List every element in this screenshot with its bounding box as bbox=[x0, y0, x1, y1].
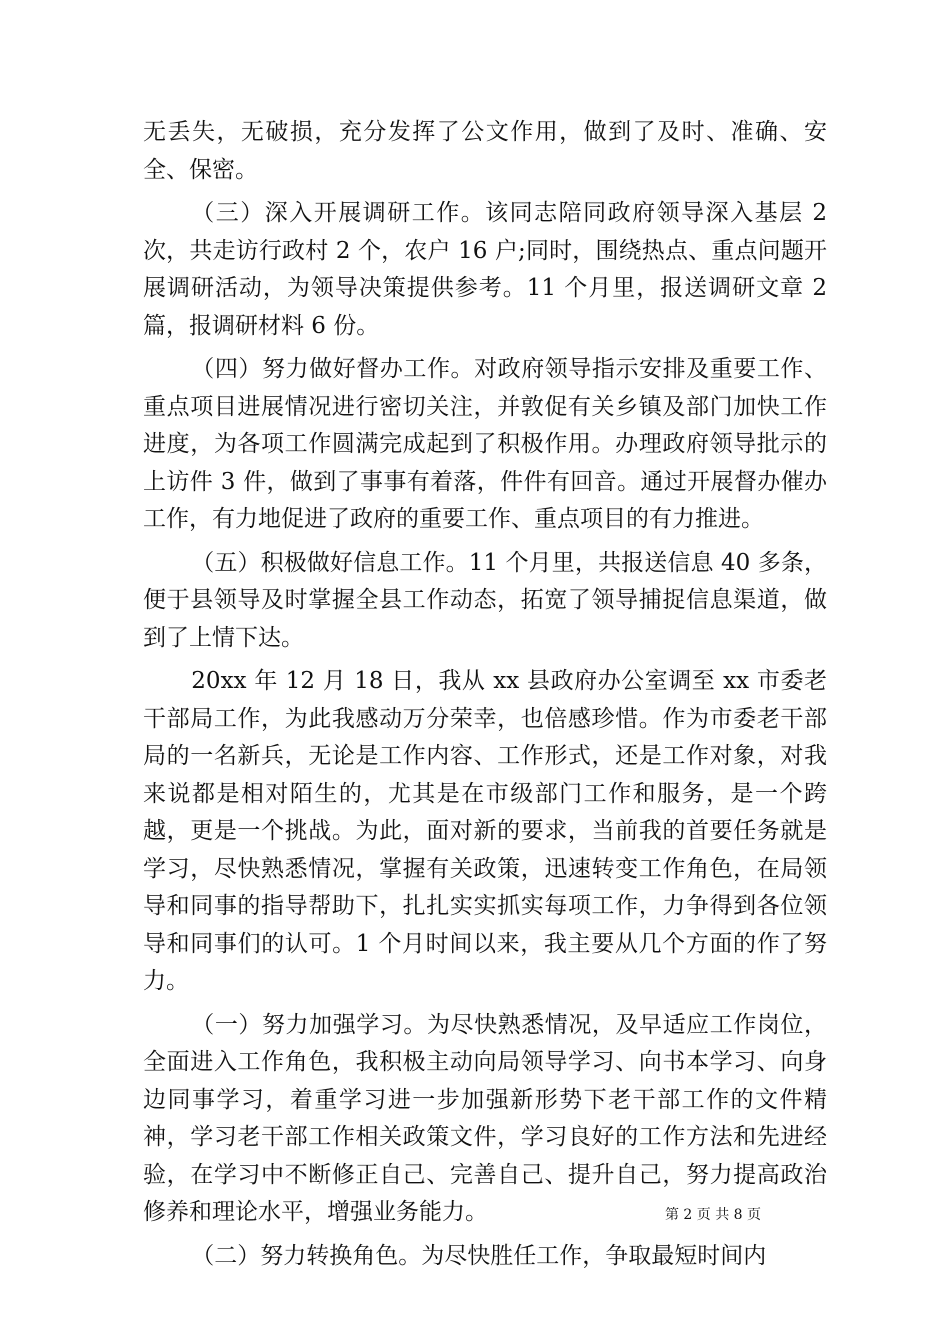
document-body bbox=[143, 114, 835, 1281]
page-footer bbox=[0, 1204, 950, 1224]
paragraph-continuation: 无丢失，无破损，充分发挥了公文作用，做到了及时、准确、安全、保密。 bbox=[143, 119, 827, 183]
paragraph-supervision-work: （四）努力做好督办工作。对政府领导指示安排及重要工作、重点项目进展情况进行密切关注，并敦促有关乡镇及部门加快工作进度，为各项工作圆满完成起到了积极作用。办理政府领导批示的上访件 3 件，做到了事事有着落，件件有回音。通过开展督办催办工作，有力地促进了政府的重要工作、重点项目的有力推进。 bbox=[143, 356, 827, 532]
paragraph-transfer: 20xx 年 12 月 18 日，我从 xx 县政府办公室调至 xx 市委老干部局工作，为此我感动万分荣幸，也倍感珍惜。作为市委老干部局的一名新兵，无论是工作内容、工作形式，还是工作对象，对我来说都是相对陌生的，尤其是在市级部门工作和服务，是一个跨越，更是一个挑战。为此，面对新的要求，当前我的首要任务就是学习，尽快熟悉情况，掌握有关政策，迅速转变工作角色，在局领导和同事的指导帮助下，扎扎实实抓实每项工作，力争得到各位领导和同事们的认可。1 个月时间以来，我主要从几个方面的作了努力。 bbox=[143, 668, 827, 994]
paragraph-role-change: （二）努力转换角色。为尽快胜任工作，争取最短时间内 bbox=[191, 1242, 767, 1269]
paragraph-research-work: （三）深入开展调研工作。该同志陪同政府领导深入基层 2 次，共走访行政村 2 个，农户 16 户;同时，围绕热点、重点问题开展调研活动，为领导决策提供参考。11 个月里，报送调研文章 2 篇，报调研材料 6 份。 bbox=[143, 200, 835, 339]
page-number: 第 2 页 共 8 页 bbox=[664, 1207, 762, 1223]
paragraph-study: （一）努力加强学习。为尽快熟悉情况，及早适应工作岗位，全面进入工作角色，我积极主动向局领导学习、向书本学习、向身边同事学习，着重学习进一步加强新形势下老干部工作的文件精神，学习老干部工作相关政策文件，学习良好的工作方法和先进经验，在学习中不断修正自己、完善自己、提升自己，努力提高政治修养和理论水平，增强业务能力。 bbox=[143, 1011, 827, 1225]
paragraph-information-work: （五）积极做好信息工作。11 个月里，共报送信息 40 多条，便于县领导及时掌握全县工作动态，拓宽了领导捕捉信息渠道，做到了上情下达。 bbox=[143, 549, 827, 651]
